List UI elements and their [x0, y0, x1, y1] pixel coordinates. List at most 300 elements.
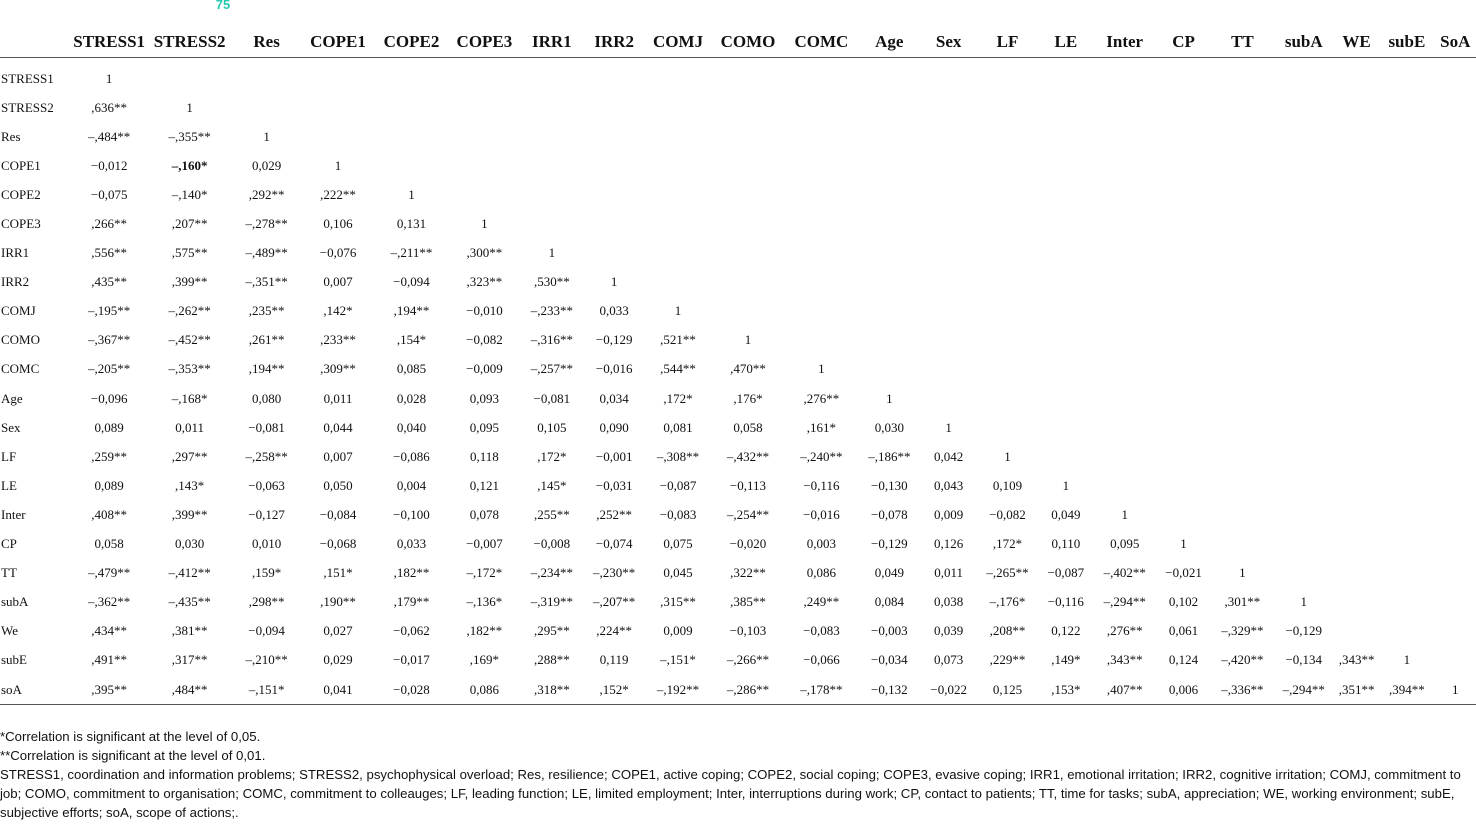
- empty-cell: [1038, 122, 1093, 151]
- column-header: subE: [1388, 31, 1426, 51]
- table-cell: –,353**: [168, 361, 211, 377]
- table-cell: ,172*: [537, 448, 567, 464]
- table-cell: ,292**: [248, 186, 285, 202]
- table-cell: ,381**: [171, 623, 208, 639]
- empty-cell: [1435, 471, 1476, 500]
- table-cell: –,151*: [248, 681, 285, 697]
- empty-cell: [1379, 122, 1434, 151]
- empty-cell: [858, 209, 920, 238]
- column-header: Res: [253, 31, 280, 51]
- table-cell: –,266**: [726, 652, 770, 668]
- table-cell: ,385**: [730, 594, 766, 610]
- table-row: [0, 646, 1476, 675]
- empty-cell: [1211, 413, 1273, 442]
- table-cell: −0,132: [871, 681, 908, 697]
- table-cell: ,182**: [393, 565, 430, 581]
- table-cell: –,484**: [88, 128, 131, 144]
- table-cell: −0,009: [466, 361, 503, 377]
- empty-cell: [977, 151, 1038, 180]
- empty-cell: [1156, 471, 1211, 500]
- table-cell: –,240**: [800, 448, 843, 464]
- table-header: [0, 26, 1476, 58]
- empty-cell: [449, 93, 520, 122]
- table-cell: ,142*: [323, 303, 353, 319]
- empty-cell: [1334, 530, 1379, 559]
- table-cell: 0,027: [323, 623, 353, 639]
- empty-cell: [1435, 617, 1476, 646]
- table-cell: 0,030: [874, 419, 904, 435]
- table-cell: 1: [186, 99, 193, 115]
- table-cell: –,172*: [466, 565, 503, 581]
- row-label: Sex: [1, 419, 21, 435]
- empty-cell: [977, 180, 1038, 209]
- empty-cell: [1274, 93, 1334, 122]
- empty-cell: [584, 209, 645, 238]
- table-cell: ,143*: [175, 477, 205, 493]
- table-cell: ,179**: [393, 594, 430, 610]
- empty-cell: [1094, 297, 1156, 326]
- row-label: COMJ: [1, 303, 36, 319]
- table-cell: 0,011: [323, 390, 353, 406]
- empty-cell: [584, 58, 645, 94]
- table-cell: 0,102: [1168, 594, 1199, 610]
- empty-cell: [1094, 122, 1156, 151]
- note-significance-05: *Correlation is significant at the level of 0,05.: [0, 729, 261, 744]
- table-cell: 0,073: [934, 652, 964, 668]
- empty-cell: [1156, 93, 1211, 122]
- empty-cell: [1038, 180, 1093, 209]
- table-cell: −0,075: [90, 186, 128, 202]
- empty-cell: [1094, 239, 1156, 268]
- column-header: COMO: [720, 31, 776, 51]
- table-cell: −0,100: [393, 506, 430, 522]
- empty-cell: [449, 180, 520, 209]
- empty-cell: [1038, 239, 1093, 268]
- empty-cell: [1379, 559, 1434, 588]
- empty-cell: [1435, 58, 1476, 94]
- empty-cell: [1334, 58, 1379, 94]
- row-label: COPE1: [1, 157, 41, 173]
- empty-cell: [1379, 530, 1434, 559]
- table-cell: 1: [1062, 477, 1070, 493]
- empty-cell: [1094, 471, 1156, 500]
- table-row: [0, 471, 1476, 500]
- table-cell: 0,007: [323, 274, 353, 290]
- empty-cell: [1038, 413, 1093, 442]
- table-cell: ,315**: [660, 594, 696, 610]
- empty-cell: [921, 384, 977, 413]
- table-cell: –,230**: [593, 565, 636, 581]
- table-cell: 0,118: [470, 448, 499, 464]
- empty-cell: [711, 180, 784, 209]
- empty-cell: [1435, 93, 1476, 122]
- table-row: [0, 588, 1476, 617]
- table-cell: 1: [945, 419, 952, 435]
- row-label: COPE3: [1, 216, 41, 232]
- empty-cell: [302, 122, 374, 151]
- table-cell: –,355**: [168, 128, 211, 144]
- table-cell: ,152*: [599, 681, 629, 697]
- table-cell: –,176*: [989, 594, 1026, 610]
- table-cell: −0,076: [319, 245, 357, 261]
- table-cell: ,530**: [533, 274, 570, 290]
- empty-cell: [1435, 442, 1476, 471]
- empty-cell: [374, 151, 448, 180]
- table-cell: 0,004: [396, 477, 427, 493]
- table-cell: 0,044: [323, 419, 353, 435]
- table-cell: −0,063: [248, 477, 285, 493]
- table-cell: ,259**: [91, 448, 128, 464]
- table-cell: ,176*: [733, 390, 763, 406]
- empty-cell: [148, 58, 232, 94]
- table-cell: 0,081: [663, 419, 693, 435]
- empty-cell: [584, 122, 645, 151]
- table-cell: −0,020: [729, 536, 767, 552]
- table-cell: –,319**: [530, 594, 573, 610]
- empty-cell: [645, 180, 711, 209]
- empty-cell: [921, 58, 977, 94]
- table-cell: –,262**: [168, 303, 211, 319]
- empty-cell: [785, 268, 858, 297]
- empty-cell: [1435, 209, 1476, 238]
- table-cell: ,322**: [730, 565, 766, 581]
- table-cell: −0,016: [595, 361, 633, 377]
- empty-cell: [1435, 180, 1476, 209]
- table-cell: −0,113: [729, 477, 767, 493]
- empty-cell: [1274, 209, 1334, 238]
- row-label: subE: [1, 652, 27, 668]
- table-cell: –,294**: [1282, 681, 1325, 697]
- table-cell: −0,081: [248, 419, 285, 435]
- table-cell: 0,086: [806, 565, 837, 581]
- row-label: COPE2: [1, 186, 41, 202]
- table-cell: ,556**: [91, 245, 128, 261]
- empty-cell: [645, 268, 711, 297]
- table-cell: 0,105: [537, 419, 567, 435]
- empty-cell: [977, 355, 1038, 384]
- empty-cell: [858, 58, 920, 94]
- table-cell: −0,082: [466, 332, 503, 348]
- table-row: [0, 559, 1476, 588]
- table-cell: ,399**: [171, 506, 208, 522]
- table-cell: –,211**: [390, 245, 433, 261]
- empty-cell: [1211, 500, 1273, 529]
- empty-cell: [1156, 239, 1211, 268]
- empty-cell: [645, 58, 711, 94]
- header-corner: [0, 26, 70, 58]
- empty-cell: [231, 93, 301, 122]
- table-cell: ,491**: [91, 652, 128, 668]
- empty-cell: [449, 58, 520, 94]
- table-cell: −0,087: [1047, 565, 1085, 581]
- empty-cell: [1211, 268, 1273, 297]
- empty-cell: [977, 239, 1038, 268]
- table-cell: –,308**: [656, 448, 700, 464]
- empty-cell: [1334, 384, 1379, 413]
- table-cell: −0,116: [803, 477, 840, 493]
- empty-cell: [921, 297, 977, 326]
- table-cell: ,298**: [248, 594, 285, 610]
- table-cell: 0,061: [1168, 623, 1199, 639]
- table-cell: 0,124: [1168, 652, 1199, 668]
- table-cell: 0,085: [396, 361, 427, 377]
- table-body: [0, 58, 1476, 705]
- empty-cell: [1094, 384, 1156, 413]
- empty-cell: [1211, 180, 1273, 209]
- empty-cell: [858, 122, 920, 151]
- empty-cell: [1334, 268, 1379, 297]
- row-label: LE: [1, 477, 17, 493]
- table-cell: 0,075: [663, 536, 693, 552]
- table-cell: 0,080: [251, 390, 282, 406]
- empty-cell: [1334, 413, 1379, 442]
- table-cell: –,258**: [245, 448, 288, 464]
- table-cell: 0,033: [396, 536, 427, 552]
- table-cell: −0,078: [871, 506, 908, 522]
- table-cell: –,254**: [726, 506, 770, 522]
- table-cell: 0,090: [599, 419, 629, 435]
- empty-cell: [1379, 471, 1434, 500]
- empty-cell: [921, 93, 977, 122]
- table-cell: 0,003: [806, 536, 837, 552]
- empty-cell: [1435, 239, 1476, 268]
- row-label: STRESS1: [1, 70, 54, 86]
- empty-cell: [1379, 268, 1434, 297]
- table-row: [0, 239, 1476, 268]
- empty-cell: [1274, 384, 1334, 413]
- note-significance-01: **Correlation is significant at the level of 0,01.: [0, 748, 266, 763]
- table-cell: ,172*: [663, 390, 693, 406]
- table-cell: 0,050: [323, 477, 353, 493]
- column-header: CP: [1172, 31, 1195, 51]
- table-row: [0, 355, 1476, 384]
- empty-cell: [977, 122, 1038, 151]
- table-cell: −0,021: [1165, 565, 1202, 581]
- empty-cell: [1334, 239, 1379, 268]
- empty-cell: [1334, 326, 1379, 355]
- empty-cell: [1435, 646, 1476, 675]
- table-cell: −0,066: [803, 652, 840, 668]
- empty-cell: [1274, 297, 1334, 326]
- table-cell: ,172*: [992, 536, 1023, 552]
- row-label: COMC: [1, 361, 40, 377]
- table-cell: ,301**: [1224, 594, 1261, 610]
- table-row: [0, 93, 1476, 122]
- empty-cell: [1156, 209, 1211, 238]
- empty-cell: [1379, 180, 1434, 209]
- table-cell: −0,017: [393, 652, 430, 668]
- table-cell: 1: [1403, 652, 1411, 668]
- empty-cell: [711, 268, 784, 297]
- empty-cell: [1274, 530, 1334, 559]
- table-cell: −0,127: [248, 506, 285, 522]
- table-cell: ,249**: [803, 594, 840, 610]
- empty-cell: [977, 384, 1038, 413]
- empty-cell: [858, 268, 920, 297]
- table-cell: ,575**: [171, 245, 208, 261]
- row-label: IRR2: [1, 274, 30, 290]
- table-cell: ,145*: [537, 477, 567, 493]
- table-cell: 1: [548, 245, 556, 261]
- table-cell: −0,083: [659, 506, 697, 522]
- empty-cell: [1211, 297, 1273, 326]
- column-header: STRESS1: [73, 31, 146, 51]
- table-cell: ,636**: [91, 99, 128, 115]
- empty-cell: [711, 209, 784, 238]
- empty-cell: [584, 93, 645, 122]
- table-cell: 1: [1300, 594, 1308, 610]
- empty-cell: [977, 58, 1038, 94]
- table-cell: –,420**: [1221, 652, 1264, 668]
- table-cell: ,235**: [248, 303, 285, 319]
- table-cell: 1: [408, 186, 415, 202]
- table-cell: ,394**: [1389, 681, 1425, 697]
- column-header: Sex: [935, 31, 962, 51]
- table-cell: –,168*: [171, 390, 208, 406]
- empty-cell: [1038, 355, 1093, 384]
- empty-cell: [1435, 151, 1476, 180]
- empty-cell: [1156, 500, 1211, 529]
- table-cell: −0,082: [989, 506, 1026, 522]
- table-cell: –,286**: [726, 681, 770, 697]
- table-cell: ,343**: [1106, 652, 1143, 668]
- empty-cell: [1334, 180, 1379, 209]
- empty-cell: [1379, 151, 1434, 180]
- table-cell: 0,089: [94, 419, 124, 435]
- empty-cell: [1211, 442, 1273, 471]
- row-label: Age: [1, 390, 23, 406]
- table-cell: –,195**: [88, 303, 131, 319]
- empty-cell: [1211, 93, 1273, 122]
- table-cell: 0,106: [323, 216, 353, 232]
- table-cell: ,154*: [396, 332, 427, 348]
- empty-cell: [921, 209, 977, 238]
- table-row: [0, 58, 1476, 94]
- table-cell: −0,008: [533, 536, 571, 552]
- empty-cell: [785, 180, 858, 209]
- table-cell: –,435**: [168, 594, 211, 610]
- table-cell: 0,045: [663, 565, 693, 581]
- table-cell: −0,022: [930, 681, 967, 697]
- table-cell: 1: [105, 70, 113, 86]
- column-header: COPE3: [456, 31, 513, 51]
- empty-cell: [1211, 122, 1273, 151]
- table-cell: ,470**: [730, 361, 766, 377]
- table-cell: ,207**: [171, 216, 208, 232]
- empty-cell: [1156, 413, 1211, 442]
- empty-cell: [645, 209, 711, 238]
- empty-cell: [711, 122, 784, 151]
- column-header: IRR1: [531, 31, 572, 51]
- table-cell: −0,129: [871, 536, 908, 552]
- table-cell: 0,110: [1051, 536, 1081, 552]
- empty-cell: [302, 93, 374, 122]
- table-cell: −0,034: [871, 652, 908, 668]
- empty-cell: [1038, 93, 1093, 122]
- header-row: [0, 26, 1476, 58]
- empty-cell: [584, 151, 645, 180]
- empty-cell: [1379, 209, 1434, 238]
- table-cell: ,288**: [533, 652, 570, 668]
- empty-cell: [1156, 442, 1211, 471]
- column-header: COPE1: [310, 31, 366, 51]
- empty-cell: [1379, 413, 1434, 442]
- empty-cell: [1334, 297, 1379, 326]
- empty-cell: [520, 122, 583, 151]
- column-header: LE: [1054, 31, 1078, 51]
- table-cell: 0,093: [469, 390, 500, 406]
- empty-cell: [1156, 151, 1211, 180]
- table-cell: −0,016: [803, 506, 840, 522]
- table-cell: ,261**: [248, 332, 285, 348]
- empty-cell: [1334, 151, 1379, 180]
- empty-cell: [1094, 413, 1156, 442]
- table-cell: 0,058: [94, 536, 124, 552]
- empty-cell: [858, 180, 920, 209]
- column-header: SoA: [1440, 31, 1471, 51]
- empty-cell: [858, 355, 920, 384]
- table-cell: 1: [886, 390, 893, 406]
- table-cell: ,351**: [1338, 681, 1375, 697]
- table-cell: −0,129: [595, 332, 633, 348]
- empty-cell: [1038, 268, 1093, 297]
- empty-cell: [1038, 326, 1093, 355]
- table-row: [0, 675, 1476, 705]
- empty-cell: [1379, 500, 1434, 529]
- table-cell: ,300**: [466, 245, 503, 261]
- empty-cell: [785, 239, 858, 268]
- table-cell: –,186**: [868, 448, 911, 464]
- empty-cell: [1274, 559, 1334, 588]
- empty-cell: [1274, 122, 1334, 151]
- row-label: CP: [1, 536, 17, 552]
- empty-cell: [858, 297, 920, 326]
- empty-cell: [1379, 617, 1434, 646]
- empty-cell: [1274, 471, 1334, 500]
- empty-cell: [1094, 151, 1156, 180]
- table-row: [0, 617, 1476, 646]
- empty-cell: [374, 122, 448, 151]
- empty-cell: [1435, 384, 1476, 413]
- table-cell: −0,083: [803, 623, 840, 639]
- table-row: [0, 297, 1476, 326]
- empty-cell: [785, 151, 858, 180]
- table-cell: 0,040: [396, 419, 427, 435]
- row-label: STRESS2: [1, 99, 54, 115]
- table-row: [0, 442, 1476, 471]
- empty-cell: [520, 58, 583, 94]
- table-cell: −0,028: [393, 681, 430, 697]
- empty-cell: [1379, 588, 1434, 617]
- empty-cell: [977, 209, 1038, 238]
- table-cell: −0,130: [871, 477, 908, 493]
- table-cell: 1: [818, 361, 825, 377]
- table-cell: 0,084: [874, 594, 904, 610]
- empty-cell: [1094, 442, 1156, 471]
- empty-cell: [1038, 151, 1093, 180]
- table-row: [0, 500, 1476, 529]
- table-cell: 0,131: [396, 216, 427, 232]
- table-cell: ,190**: [320, 594, 356, 610]
- empty-cell: [1211, 355, 1273, 384]
- empty-cell: [1274, 355, 1334, 384]
- table-cell: −0,094: [248, 623, 285, 639]
- table-notes: [0, 727, 1476, 822]
- table-cell: ,161*: [806, 419, 837, 435]
- table-row: [0, 326, 1476, 355]
- table-cell: –,140*: [171, 186, 208, 202]
- empty-cell: [977, 326, 1038, 355]
